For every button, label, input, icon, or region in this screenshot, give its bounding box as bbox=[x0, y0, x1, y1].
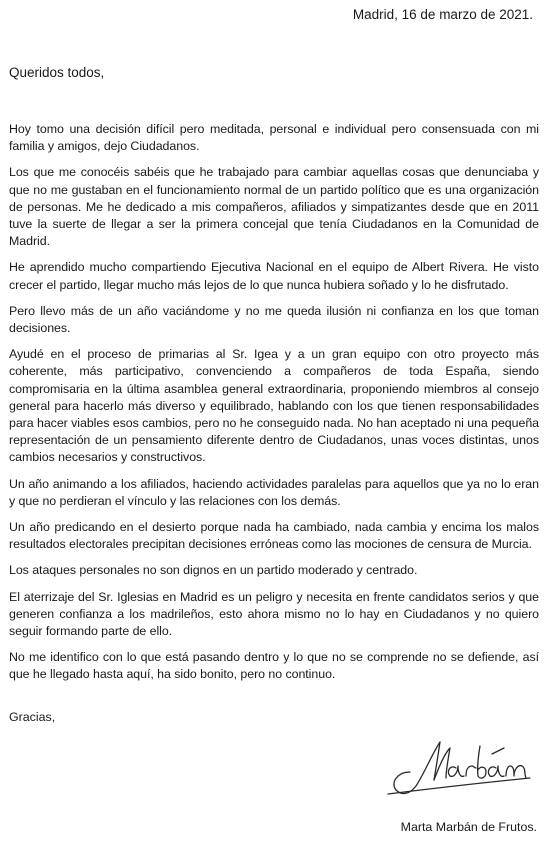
paragraph: El aterrizaje del Sr. Iglesias en Madrid es un peligro y necesita en frente candidatos serios y que generen confianza a los madrileños, esto ahora mismo no lo hay en Ciudadanos y no quiero seguir formando parte de ello. bbox=[9, 589, 539, 639]
letter-salutation: Queridos todos, bbox=[9, 65, 105, 80]
paragraph: Hoy tomo una decisión difícil pero meditada, personal e individual pero consensuada con mi familia y amigos, dejo Ciudadanos. bbox=[9, 122, 539, 154]
letter-body bbox=[9, 121, 539, 693]
paragraph: Un año predicando en el desierto porque nada ha cambiado, nada cambia y encima los malos resultados electorales precipitan decisiones erróneas como las mociones de censura de Murcia. bbox=[9, 520, 539, 552]
letter-date: Madrid, 16 de marzo de 2021. bbox=[352, 7, 533, 22]
paragraph: No me identifico con lo que está pasando dentro y lo que no se comprende no se defiende, así que he llegado hasta aquí, ha sido bonito, pero no continuo. bbox=[9, 650, 539, 682]
paragraph: Ayudé en el proceso de primarias al Sr. Igea y a un gran equipo con otro proyecto más coherente, más participativo, convenciendo a compañeros de toda España, siendo compromisaria en la última asamblea general extraordinaria, proponiendo miembros al consejo general para hacerlo más diverso y equilibrado, hablando con los que tienen responsabilidades para hacer viables esos cambios, pero no he conseguido nada. No han aceptado ni una pequeña representación de un pensamiento diferente dentro de Ciudadanos, unas voces distintas, unos cambios necesarios y constructivos. bbox=[9, 347, 540, 465]
handwritten-signature bbox=[380, 724, 550, 804]
paragraph: He aprendido mucho compartiendo Ejecutiva Nacional en el equipo de Albert Rivera. He visto crecer el partido, llegar mucho más lejos de lo que nunca hubiera soñado y lo he disfrutado. bbox=[9, 260, 539, 292]
paragraph: Un año animando a los afiliados, haciendo actividades paralelas para aquellos que ya no lo eran y que no perdieran el vínculo y las relaciones con los demás. bbox=[9, 476, 539, 508]
letter-signer: Marta Marbán de Frutos. bbox=[400, 820, 537, 834]
paragraph: Pero llevo más de un año vaciándome y no me queda ilusión ni confianza en los que toman decisiones. bbox=[9, 303, 539, 336]
paragraph: Los que me conocéis sabéis que he trabajado para cambiar aquellas cosas que denunciaba y que no me gustaban en el funcionamiento normal de un partido político que es una organización de personas. Me he dedicado a mis compañeros, afiliados y simpatizantes desde que en 2011 tuve la suerte de llegar a ser la primera concejal que tenía Ciudadanos en la Comunidad de Madrid. bbox=[9, 165, 539, 249]
paragraph: Los ataques personales no son dignos en un partido moderado y centrado. bbox=[9, 563, 418, 578]
letter-closing: Gracias, bbox=[9, 710, 56, 724]
